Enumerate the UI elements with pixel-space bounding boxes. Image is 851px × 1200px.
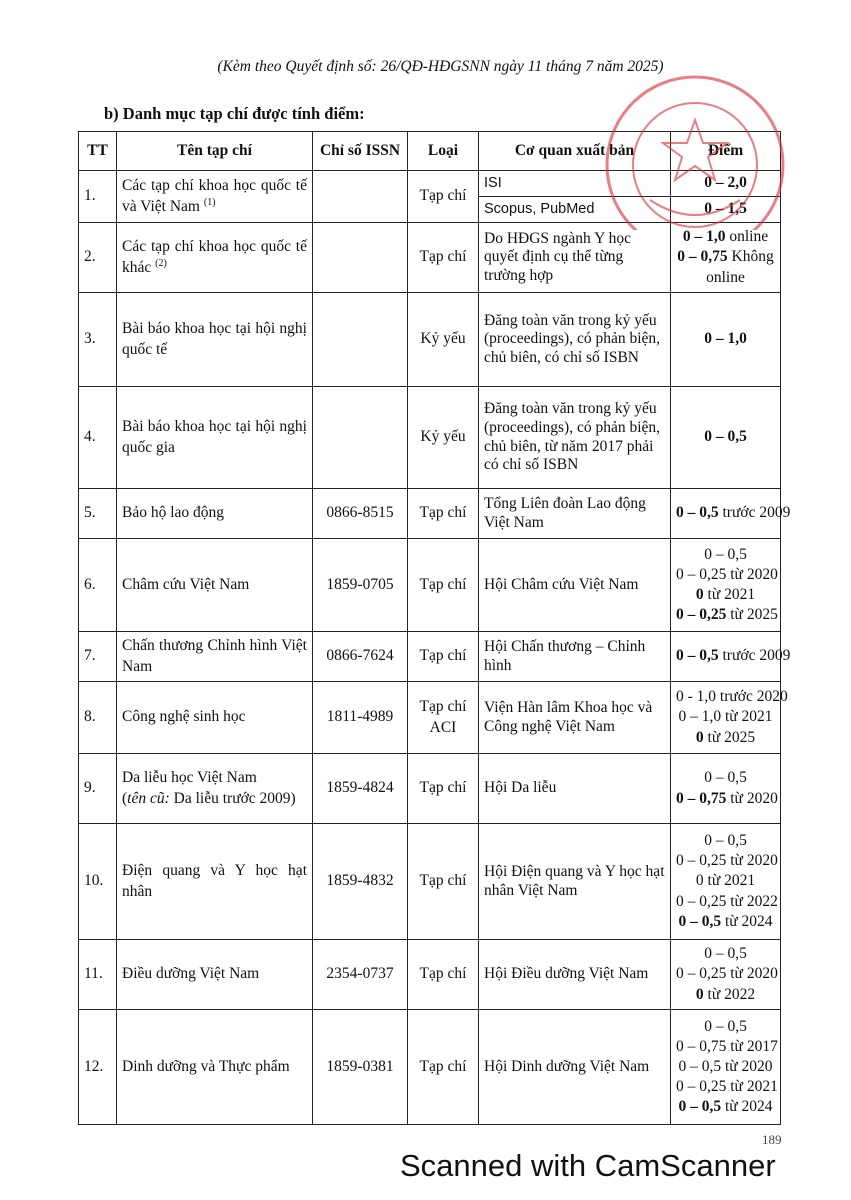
row-number: 2. [79, 223, 117, 293]
journal-name: Châm cứu Việt Nam [122, 575, 250, 593]
score-line [676, 503, 791, 523]
score-text: 0 – 0,5 từ 2020 [678, 1057, 773, 1075]
journal-name: Chấn thương Chỉnh hình Việt Nam [122, 637, 307, 675]
issn-cell [313, 223, 408, 293]
row-number: 11. [79, 940, 117, 1010]
footnote-marker: (1) [203, 196, 216, 208]
publisher-cell: Hội Châm cứu Việt Nam [479, 539, 671, 632]
journal-name-cell [117, 171, 313, 223]
score-text: 0 – 1,0 từ 2021 [678, 708, 773, 726]
journal-type: Tạp chí [408, 171, 479, 223]
score-text: 0 - 1,0 trước 2020 [676, 688, 788, 706]
row-number: 3. [79, 293, 117, 387]
page-number: 189 [762, 1132, 782, 1147]
score-cell [671, 489, 791, 539]
journal-name-cell [117, 489, 313, 539]
table-row [79, 754, 781, 824]
score-text: 0 – 0,25 từ 2020 [676, 965, 778, 983]
score-cell [671, 223, 781, 293]
journal-name-text [122, 964, 307, 984]
table-row [79, 489, 781, 539]
section-title: b) Danh mục tạp chí được tính điểm: [104, 104, 365, 123]
score-text: 0 – 0,5 [704, 945, 747, 963]
journal-name-cell [117, 1010, 313, 1125]
score-line [676, 1097, 775, 1117]
journal-name: Bảo hộ lao động [122, 504, 225, 522]
journal-name-cell [117, 682, 313, 754]
table-row [79, 1010, 781, 1125]
journal-name: Dinh dưỡng và Thực phẩm [122, 1057, 290, 1075]
score-bold: 0 – 2,0 [704, 174, 747, 192]
score-line [676, 646, 791, 666]
journal-name-cell [117, 824, 313, 940]
journal-name: Da liễu học Việt Nam [122, 769, 257, 787]
score-line [676, 585, 775, 605]
journal-name: Các tạp chí khoa học quốc tế và Việt Nam [122, 176, 307, 216]
table-row [79, 539, 781, 632]
score-text: 0 – 0,25 từ 2020 [676, 565, 778, 583]
publisher-cell: Hội Điện quang và Y học hạt nhân Việt Nam [479, 824, 671, 940]
table-row [79, 223, 781, 293]
journal-name: Bài báo khoa học tại hội nghị quốc tế [122, 320, 307, 358]
score-line [676, 707, 775, 727]
table-row [79, 632, 781, 682]
row-number: 5. [79, 489, 117, 539]
score-line [676, 687, 788, 707]
column-header: TT [79, 132, 117, 171]
score-text: từ 2024 [721, 1098, 773, 1116]
table-body [79, 171, 791, 1125]
journal-name-cell [117, 940, 313, 1010]
journal-type: Tạp chí [408, 223, 479, 293]
journal-type: Tạp chí ACI [408, 682, 479, 754]
journal-type: Tạp chí [408, 824, 479, 940]
score-text: Không [727, 248, 774, 266]
former-name-label: tên cũ: [127, 789, 170, 807]
score-bold: 0 – 1,0 [704, 330, 747, 348]
score-cell [671, 293, 781, 387]
score-bold: 0 – 0,75 [676, 789, 727, 807]
score-line [676, 1077, 778, 1097]
score-cell [671, 1010, 781, 1125]
score-text: từ 2024 [721, 912, 773, 930]
score-text: từ 2021 [703, 586, 756, 603]
score-text: từ 2025 [726, 606, 778, 624]
journal-name-text [122, 237, 307, 278]
score-text: 0 – 0,5 [704, 769, 747, 787]
journal-type: Tạp chí [408, 489, 479, 539]
row-number: 8. [79, 682, 117, 754]
publisher-cell: Đăng toàn văn trong kỷ yếu (proceedings), có phản biện, chủ biên, từ năm 2017 phải có chỉ số ISBN [479, 387, 671, 489]
table-row [79, 940, 781, 1010]
journal-name-text [122, 575, 307, 595]
journal-type: Kỷ yếu [408, 387, 479, 489]
score-line [676, 944, 775, 964]
score-cell [671, 824, 781, 940]
table-row [79, 682, 781, 754]
journal-type: Tạp chí [408, 940, 479, 1010]
score-line [676, 329, 775, 349]
score-bold: 0 [695, 985, 704, 1003]
row-number: 1. [79, 171, 117, 223]
issn-cell [313, 293, 408, 387]
journal-name-text [122, 1057, 307, 1077]
journal-name-text [122, 417, 307, 457]
row-number: 4. [79, 387, 117, 489]
journal-name: Các tạp chí khoa học quốc tế khác [122, 237, 307, 277]
score-line [676, 227, 775, 247]
column-header: Chỉ số ISSN [313, 132, 408, 171]
score-bold: 0 – 0,5 [704, 428, 747, 446]
column-header: Tên tạp chí [117, 132, 313, 171]
score-text: trước 2009 [718, 504, 791, 522]
score-cell [671, 682, 788, 754]
issn-cell: 1859-4832 [313, 824, 408, 940]
score-cell [671, 387, 781, 489]
issn-cell: 1811-4989 [313, 682, 408, 754]
journal-name-text [122, 768, 307, 788]
score-line [676, 1037, 778, 1057]
score-cell [671, 754, 781, 824]
table-row [79, 824, 781, 940]
issn-cell: 2354-0737 [313, 940, 408, 1010]
journal-name: Bài báo khoa học tại hội nghị quốc gia [122, 418, 307, 456]
score-bold: 0 [695, 586, 704, 603]
journal-name: Công nghệ sinh học [122, 708, 246, 726]
journal-type: Kỷ yếu [408, 293, 479, 387]
publisher-cell: Hội Dinh dưỡng Việt Nam [479, 1010, 671, 1125]
issn-cell [313, 171, 408, 223]
score-line [676, 789, 778, 809]
journal-name-cell [117, 387, 313, 489]
score-text: 0 – 0,75 từ 2017 [676, 1037, 778, 1055]
score-line [676, 728, 775, 748]
score-text: 0 – 0,25 từ 2022 [676, 892, 778, 910]
score-text: trước 2009 [718, 647, 791, 665]
score-line [676, 985, 775, 1005]
score-line [676, 871, 775, 891]
journal-name-cell [117, 754, 313, 824]
score-line [676, 851, 778, 871]
journal-name: Điện quang và Y học hạt nhân [122, 862, 307, 900]
row-number: 10. [79, 824, 117, 940]
issn-cell [313, 387, 408, 489]
score-line [676, 1057, 775, 1077]
score-text: từ 2025 [703, 728, 756, 746]
journal-name-cell [117, 539, 313, 632]
document-subtitle: (Kèm theo Quyết định số: 26/QĐ-HĐGSNN ngày 11 tháng 7 năm 2025) [217, 58, 664, 75]
official-seal-stamp [590, 50, 790, 230]
score-text: từ 2022 [703, 985, 756, 1003]
row-number: 9. [79, 754, 117, 824]
score-line [676, 964, 778, 984]
journal-name-text [122, 861, 307, 901]
score-line [676, 427, 775, 447]
score-bold: 0 – 0,5 [676, 504, 719, 522]
publisher-cell: Hội Điều dưỡng Việt Nam [479, 940, 671, 1010]
journal-name-text [122, 503, 307, 523]
footnote-marker: (2) [155, 257, 167, 269]
publisher-cell: Scopus, PubMed [479, 197, 671, 223]
column-header: Cơ quan xuất bản [479, 132, 671, 171]
score-line [676, 565, 778, 585]
score-text: 0 – 0,5 [704, 1017, 747, 1035]
score-bold: 0 – 0,5 [678, 1098, 722, 1116]
journal-name-cell [117, 632, 313, 682]
score-text: online [725, 228, 769, 246]
journal-name-cell [117, 293, 313, 387]
journal-name-text [122, 707, 307, 727]
score-line [676, 247, 775, 267]
publisher-cell: ISI [479, 171, 671, 197]
publisher-cell: Tổng Liên đoàn Lao động Việt Nam [479, 489, 671, 539]
score-line [676, 605, 778, 625]
score-text: 0 – 0,25 từ 2020 [676, 852, 778, 870]
score-text: 0 – 0,5 [704, 545, 747, 563]
issn-cell: 0866-8515 [313, 489, 408, 539]
score-cell [671, 632, 791, 682]
publisher-cell: Hội Chấn thương – Chỉnh hình [479, 632, 671, 682]
score-text: 0 – 0,25 từ 2021 [676, 1078, 778, 1096]
issn-cell: 1859-4824 [313, 754, 408, 824]
publisher-cell: Đăng toàn văn trong kỷ yếu (proceedings), có phản biện, chủ biên, có chỉ số ISBN [479, 293, 671, 387]
score-bold: 0 – 0,5 [676, 647, 719, 665]
scanner-watermark: Scanned with CamScanner [400, 1148, 776, 1183]
journal-name-text [122, 176, 307, 217]
score-text: 0 từ 2021 [695, 872, 756, 890]
journal-name-text [122, 636, 307, 676]
score-line [676, 768, 775, 788]
journal-former-name: (tên cũ: Da liễu trước 2009) [122, 789, 296, 807]
score-line [676, 1017, 775, 1037]
table-row [79, 387, 781, 489]
publisher-cell: Viện Hàn lâm Khoa học và Công nghệ Việt Nam [479, 682, 671, 754]
table-row [79, 293, 781, 387]
score-line [676, 892, 778, 912]
score-line [676, 912, 775, 932]
issn-cell: 1859-0381 [313, 1010, 408, 1125]
score-cell [671, 539, 781, 632]
score-text: 0 – 0,5 [704, 832, 747, 850]
journal-name-text [122, 319, 307, 359]
issn-cell: 0866-7624 [313, 632, 408, 682]
publisher-cell: Do HĐGS ngành Y học quyết định cụ thể từng trường hợp [479, 223, 671, 293]
score-cell [671, 940, 781, 1010]
journal-type: Tạp chí [408, 1010, 479, 1125]
journal-name-cell [117, 223, 313, 293]
column-header: Loại [408, 132, 479, 171]
row-number: 7. [79, 632, 117, 682]
journal-table [78, 131, 791, 1125]
publisher-cell: Hội Da liễu [479, 754, 671, 824]
row-number: 6. [79, 539, 117, 632]
journal-type: Tạp chí [408, 754, 479, 824]
row-number: 12. [79, 1010, 117, 1125]
journal-name: Điều dưỡng Việt Nam [122, 965, 260, 983]
score-bold: 0 – 0,25 [676, 606, 727, 624]
score-bold: 0 – 1,5 [704, 200, 747, 218]
column-header: Điểm [671, 132, 781, 171]
score-line [676, 831, 775, 851]
score-bold: 0 – 0,5 [678, 912, 722, 930]
score-line [676, 545, 775, 565]
journal-type: Tạp chí [408, 539, 479, 632]
score-text: từ 2020 [726, 789, 778, 807]
former-name-text: Da liễu trước 2009) [169, 789, 296, 807]
score-line [676, 268, 775, 288]
score-text: online [706, 268, 745, 286]
score-bold: 0 – 1,0 [682, 228, 726, 246]
score-bold: 0 – 0,75 [677, 248, 728, 266]
score-bold: 0 [695, 728, 704, 746]
journal-type: Tạp chí [408, 632, 479, 682]
issn-cell: 1859-0705 [313, 539, 408, 632]
